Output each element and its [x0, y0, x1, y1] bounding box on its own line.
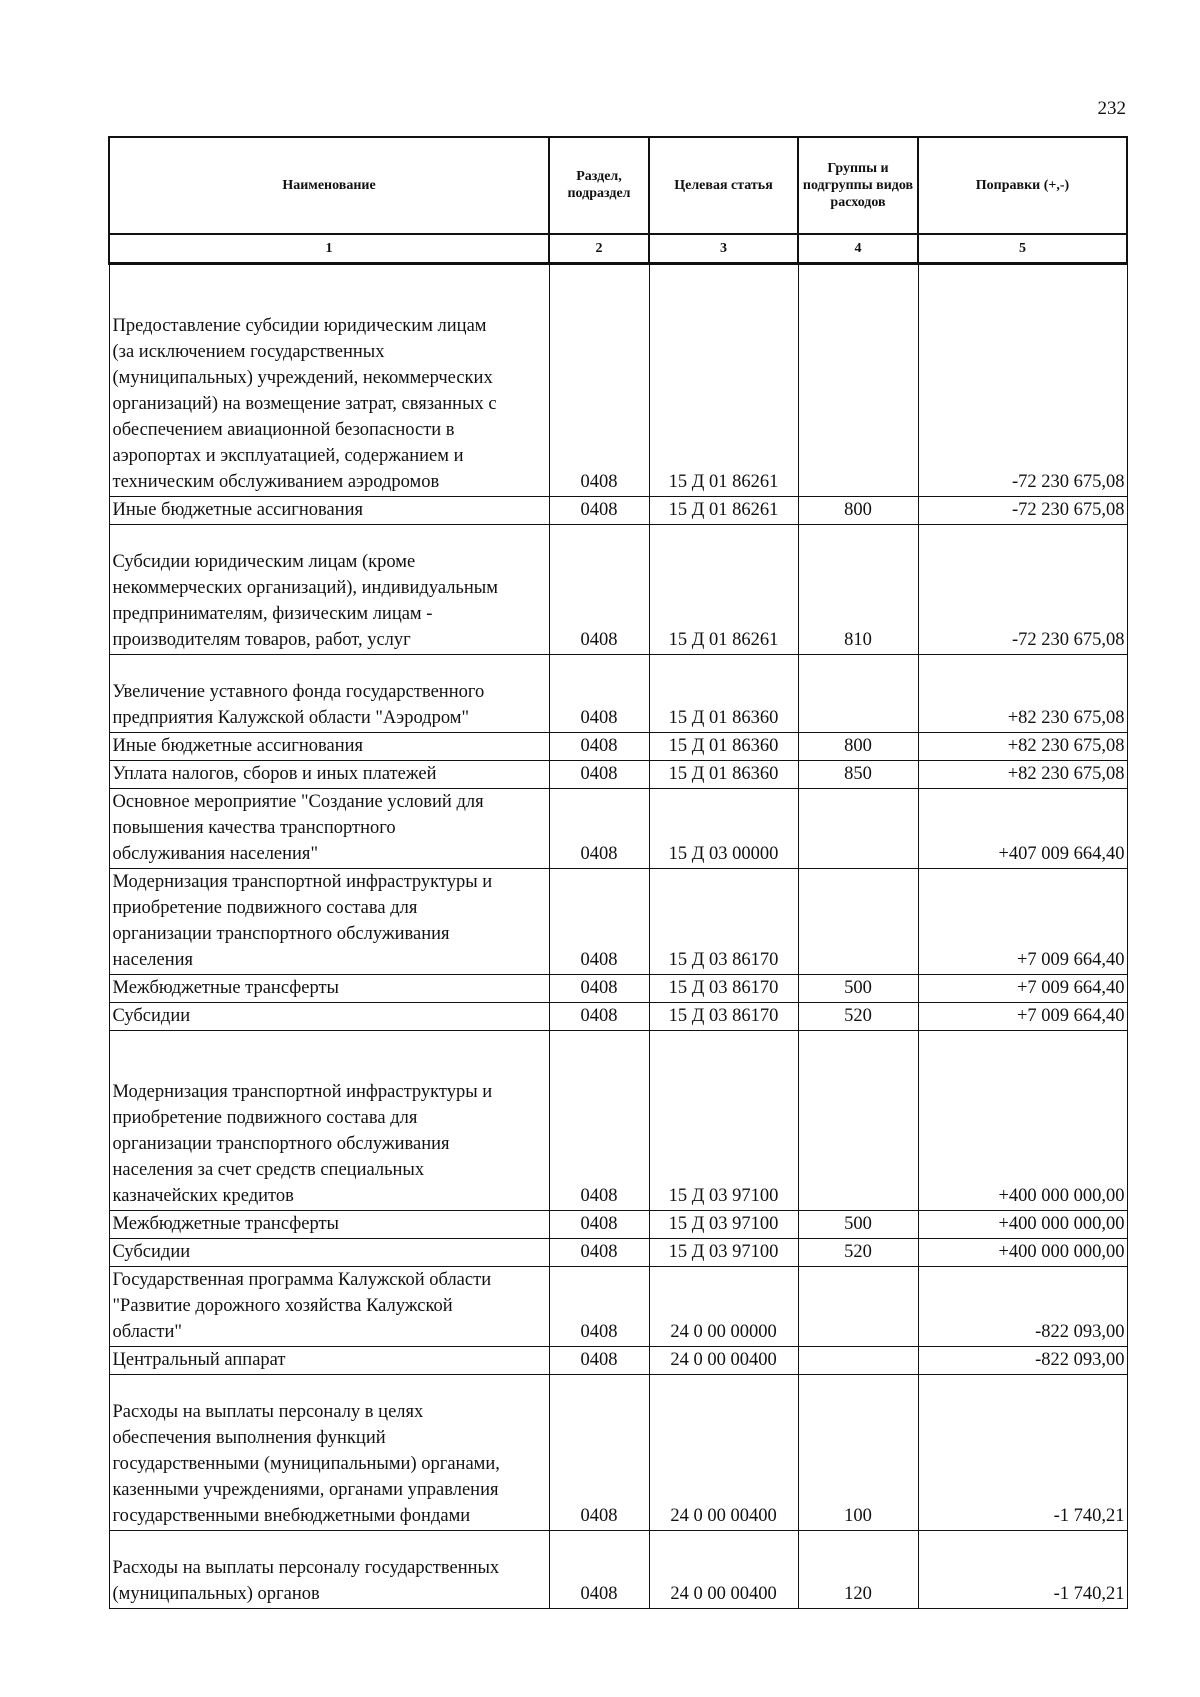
- table-row: [109, 1003, 1127, 1031]
- row-expense-group: [798, 655, 918, 733]
- row-name: Уплата налогов, сборов и иных платежей: [109, 761, 549, 789]
- table-row: [109, 869, 1127, 975]
- row-name: Межбюджетные трансферты: [109, 1211, 549, 1239]
- row-name: Увеличение уставного фонда государственного предприятия Калужской области "Аэродром": [109, 655, 549, 733]
- row-section: 0408: [549, 1031, 649, 1211]
- row-amount: +82 230 675,08: [918, 733, 1127, 761]
- row-expense-group: 520: [798, 1003, 918, 1031]
- table-row: [109, 264, 1127, 497]
- header-group: Группы и подгруппы видов расходов: [798, 137, 918, 234]
- row-expense-group: 800: [798, 497, 918, 525]
- row-amount: +7 009 664,40: [918, 1003, 1127, 1031]
- table-row: [109, 1211, 1127, 1239]
- row-name: Межбюджетные трансферты: [109, 975, 549, 1003]
- row-section: 0408: [549, 869, 649, 975]
- row-target-article: 24 0 00 00400: [649, 1375, 798, 1531]
- header-target: Целевая статья: [649, 137, 798, 234]
- row-expense-group: 100: [798, 1375, 918, 1531]
- table-row: [109, 1531, 1127, 1609]
- row-target-article: 15 Д 01 86360: [649, 761, 798, 789]
- header-amount: Поправки (+,-): [918, 137, 1127, 234]
- column-number-row: [109, 234, 1127, 264]
- row-name: Модернизация транспортной инфраструктуры и приобретение подвижного состава для организации транспортного обслуживания населения: [109, 869, 549, 975]
- table-row: [109, 1267, 1127, 1347]
- row-target-article: 15 Д 01 86360: [649, 733, 798, 761]
- row-name: Государственная программа Калужской области "Развитие дорожного хозяйства Калужской области": [109, 1267, 549, 1347]
- row-amount: +400 000 000,00: [918, 1239, 1127, 1267]
- row-target-article: 15 Д 03 86170: [649, 975, 798, 1003]
- budget-amendments-table: [108, 136, 1128, 1609]
- table-row: [109, 761, 1127, 789]
- row-target-article: 15 Д 03 97100: [649, 1211, 798, 1239]
- row-name: Иные бюджетные ассигнования: [109, 733, 549, 761]
- row-expense-group: [798, 869, 918, 975]
- table-row: [109, 1375, 1127, 1531]
- row-expense-group: 120: [798, 1531, 918, 1609]
- table-row: [109, 733, 1127, 761]
- row-amount: -72 230 675,08: [918, 525, 1127, 655]
- row-expense-group: 800: [798, 733, 918, 761]
- row-expense-group: 500: [798, 1211, 918, 1239]
- row-amount: -1 740,21: [918, 1375, 1127, 1531]
- row-target-article: 15 Д 01 86261: [649, 525, 798, 655]
- row-expense-group: [798, 1347, 918, 1375]
- table-row: [109, 1239, 1127, 1267]
- page-number: 232: [1097, 98, 1126, 119]
- table-row: [109, 789, 1127, 869]
- column-number: 1: [109, 234, 549, 264]
- table-row: [109, 497, 1127, 525]
- row-expense-group: 520: [798, 1239, 918, 1267]
- row-section: 0408: [549, 1211, 649, 1239]
- row-section: 0408: [549, 497, 649, 525]
- row-name: Субсидии юридическим лицам (кроме некоммерческих организаций), индивидуальным предпринимателям, физическим лицам - производителям товаров, работ, услуг: [109, 525, 549, 655]
- column-number: 4: [798, 234, 918, 264]
- row-expense-group: 810: [798, 525, 918, 655]
- row-target-article: 15 Д 03 97100: [649, 1239, 798, 1267]
- row-amount: -72 230 675,08: [918, 497, 1127, 525]
- row-target-article: 15 Д 03 86170: [649, 869, 798, 975]
- row-target-article: 15 Д 01 86261: [649, 264, 798, 497]
- table-row: [109, 975, 1127, 1003]
- row-amount: +7 009 664,40: [918, 975, 1127, 1003]
- row-section: 0408: [549, 789, 649, 869]
- row-expense-group: [798, 264, 918, 497]
- table-row: [109, 1031, 1127, 1211]
- row-amount: +82 230 675,08: [918, 655, 1127, 733]
- row-name: Центральный аппарат: [109, 1347, 549, 1375]
- row-expense-group: 850: [798, 761, 918, 789]
- row-name: Предоставление субсидии юридическим лицам (за исключением государственных (муниципальных) учреждений, некоммерческих организаций) на возмещение затрат, связанных с обеспечением авиационной безопасности в аэропортах и эксплуатацией, содержанием и техническим обслуживанием аэродромов: [109, 264, 549, 497]
- row-amount: -72 230 675,08: [918, 264, 1127, 497]
- row-expense-group: [798, 1031, 918, 1211]
- table-row: [109, 525, 1127, 655]
- row-section: 0408: [549, 1531, 649, 1609]
- column-number: 2: [549, 234, 649, 264]
- row-target-article: 15 Д 01 86261: [649, 497, 798, 525]
- row-expense-group: 500: [798, 975, 918, 1003]
- row-name: Расходы на выплаты персоналу в целях обеспечения выполнения функций государственными (муниципальными) органами, казенными учреждениями, органами управления государственными внебюджетными фондами: [109, 1375, 549, 1531]
- header-row: [109, 137, 1127, 234]
- row-expense-group: [798, 789, 918, 869]
- row-section: 0408: [549, 761, 649, 789]
- row-section: 0408: [549, 1375, 649, 1531]
- row-name: Расходы на выплаты персоналу государственных (муниципальных) органов: [109, 1531, 549, 1609]
- row-name: Иные бюджетные ассигнования: [109, 497, 549, 525]
- row-target-article: 24 0 00 00400: [649, 1347, 798, 1375]
- header-name: Наименование: [109, 137, 549, 234]
- row-amount: -1 740,21: [918, 1531, 1127, 1609]
- row-section: 0408: [549, 655, 649, 733]
- row-target-article: 24 0 00 00000: [649, 1267, 798, 1347]
- row-amount: +407 009 664,40: [918, 789, 1127, 869]
- row-target-article: 15 Д 01 86360: [649, 655, 798, 733]
- row-target-article: 15 Д 03 97100: [649, 1031, 798, 1211]
- row-amount: +400 000 000,00: [918, 1211, 1127, 1239]
- row-target-article: 15 Д 03 86170: [649, 1003, 798, 1031]
- row-expense-group: [798, 1267, 918, 1347]
- row-name: Субсидии: [109, 1239, 549, 1267]
- row-amount: +400 000 000,00: [918, 1031, 1127, 1211]
- row-section: 0408: [549, 1347, 649, 1375]
- row-target-article: 24 0 00 00400: [649, 1531, 798, 1609]
- row-amount: +82 230 675,08: [918, 761, 1127, 789]
- column-number: 3: [649, 234, 798, 264]
- header-section: Раздел, подраздел: [549, 137, 649, 234]
- row-section: 0408: [549, 525, 649, 655]
- row-name: Модернизация транспортной инфраструктуры и приобретение подвижного состава для организации транспортного обслуживания населения за счет средств специальных казначейских кредитов: [109, 1031, 549, 1211]
- table-row: [109, 655, 1127, 733]
- row-section: 0408: [549, 733, 649, 761]
- row-name: Субсидии: [109, 1003, 549, 1031]
- row-target-article: 15 Д 03 00000: [649, 789, 798, 869]
- row-section: 0408: [549, 975, 649, 1003]
- table-row: [109, 1347, 1127, 1375]
- row-name: Основное мероприятие "Создание условий для повышения качества транспортного обслуживания населения": [109, 789, 549, 869]
- row-section: 0408: [549, 1267, 649, 1347]
- row-section: 0408: [549, 1239, 649, 1267]
- row-amount: -822 093,00: [918, 1347, 1127, 1375]
- column-number: 5: [918, 234, 1127, 264]
- row-amount: -822 093,00: [918, 1267, 1127, 1347]
- row-section: 0408: [549, 264, 649, 497]
- row-section: 0408: [549, 1003, 649, 1031]
- row-amount: +7 009 664,40: [918, 869, 1127, 975]
